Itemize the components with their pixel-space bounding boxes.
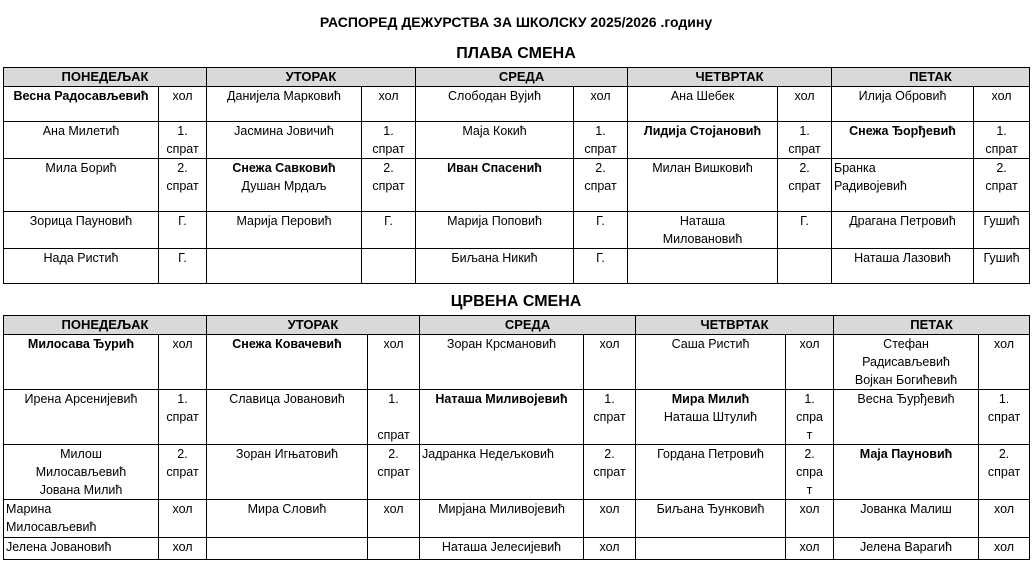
- person-name: Зорица Пауновић: [29, 214, 133, 228]
- duty-location-wednesday: [584, 445, 636, 500]
- duty-location-monday: [159, 249, 207, 284]
- table-row: [4, 390, 1030, 445]
- blue-shift-title: ПЛАВА СМЕНА: [456, 45, 576, 62]
- duty-person-thursday: [628, 87, 778, 122]
- person-name: Стефан: [883, 337, 929, 351]
- person-name: Марија Поповић: [447, 214, 542, 228]
- location-text: 1.: [383, 124, 394, 138]
- person-name: Слободан Вујић: [448, 89, 542, 103]
- location-text: хол: [172, 89, 193, 103]
- location-text: 1.: [996, 124, 1007, 138]
- day-header-monday: ПОНЕДЕЉАК: [4, 316, 207, 335]
- duty-person-tuesday: [207, 159, 362, 212]
- location-text: 2.: [383, 161, 394, 175]
- person-name: Радисављевић: [862, 355, 950, 369]
- person-name: Мирјана Миливојевић: [438, 502, 565, 516]
- location-text: спрат: [987, 465, 1021, 479]
- duty-person-monday: [4, 390, 159, 445]
- duty-person-tuesday: [207, 445, 368, 500]
- table-row: [4, 249, 1030, 284]
- person-name: Ана Шебек: [670, 89, 735, 103]
- location-text: спрат: [987, 410, 1021, 424]
- duty-person-friday: [834, 335, 979, 390]
- duty-location-monday: [159, 390, 207, 445]
- duty-person-wednesday: [420, 390, 584, 445]
- location-text: Г.: [596, 251, 605, 265]
- duty-location-wednesday: [584, 335, 636, 390]
- day-header-thursday: ЧЕТВРТАК: [628, 68, 832, 87]
- duty-location-thursday: [786, 500, 834, 538]
- location-text: 1.: [998, 392, 1010, 406]
- duty-person-friday: [834, 445, 979, 500]
- duty-location-friday: [974, 87, 1030, 122]
- duty-person-wednesday: [420, 335, 584, 390]
- day-header-wednesday: СРЕДА: [420, 316, 636, 335]
- table-row: [4, 335, 1030, 390]
- person-name: Марија Перовић: [236, 214, 332, 228]
- person-name: Славица Јовановић: [229, 392, 345, 406]
- location-text: хол: [794, 89, 815, 103]
- duty-location-thursday: [786, 390, 834, 445]
- duty-location-monday: [159, 335, 207, 390]
- location-text: хол: [799, 540, 820, 554]
- duty-location-friday: [979, 538, 1030, 560]
- duty-location-thursday: [786, 538, 834, 560]
- location-text: спрат: [788, 142, 821, 156]
- table-row: [4, 445, 1030, 500]
- duty-person-friday: [832, 87, 974, 122]
- duty-location-thursday: [778, 212, 832, 249]
- duty-location-monday: [159, 87, 207, 122]
- person-name: Јадранка Недељковић: [422, 447, 554, 461]
- location-text: спрат: [788, 179, 821, 193]
- duty-person-thursday: [636, 445, 786, 500]
- duty-location-tuesday: [368, 500, 420, 538]
- location-text: 2.: [595, 161, 606, 175]
- duty-person-monday: [4, 122, 159, 159]
- location-text: спрат: [166, 142, 199, 156]
- day-header-thursday: ЧЕТВРТАК: [636, 316, 834, 335]
- day-header-friday: ПЕТАК: [832, 68, 1030, 87]
- duty-person-wednesday: [416, 249, 574, 284]
- duty-person-monday: [4, 445, 159, 500]
- person-name: Зоран Крсмановић: [446, 337, 557, 351]
- person-name: Јована Милић: [39, 483, 123, 497]
- person-name: Гордана Петровић: [657, 447, 764, 461]
- duty-person-monday: [4, 538, 159, 560]
- location-text: хол: [383, 502, 404, 516]
- location-text: спрат: [166, 465, 199, 479]
- duty-location-wednesday: [584, 500, 636, 538]
- duty-location-monday: [159, 445, 207, 500]
- person-name: Наташа Миливојевић: [435, 392, 568, 406]
- location-text: хол: [991, 89, 1012, 103]
- person-name: Снежа Ђорђевић: [849, 124, 956, 138]
- document-title: РАСПОРЕД ДЕЖУРСТВА ЗА ШКОЛСКУ 2025/2026 .годину: [319, 14, 713, 30]
- duty-location-tuesday: [362, 87, 416, 122]
- location-text: хол: [993, 540, 1015, 554]
- person-name: Иван Спасенић: [447, 161, 542, 175]
- location-text: спрат: [377, 465, 410, 479]
- duty-location-wednesday: [574, 249, 628, 284]
- location-text: 2.: [604, 447, 615, 461]
- location-text: хол: [172, 540, 193, 554]
- duty-location-friday: [974, 249, 1030, 284]
- duty-location-monday: [159, 122, 207, 159]
- blue-shift-table: [3, 67, 1030, 284]
- duty-person-friday: [834, 500, 979, 538]
- person-name: Нада Ристић: [43, 251, 119, 265]
- duty-location-tuesday: [362, 249, 416, 284]
- location-text: спрат: [166, 179, 199, 193]
- person-name: Снежа Савковић: [232, 161, 336, 175]
- person-name: Војкан Богићевић: [854, 373, 958, 387]
- duty-location-wednesday: [584, 538, 636, 560]
- duty-location-tuesday: [368, 335, 420, 390]
- location-text: 2.: [804, 447, 815, 461]
- location-text: хол: [378, 89, 399, 103]
- duty-person-friday: [832, 249, 974, 284]
- red-shift-header-row: [4, 316, 1030, 335]
- duty-location-friday: [979, 445, 1030, 500]
- duty-person-thursday: [636, 500, 786, 538]
- person-name: Мира Словић: [247, 502, 327, 516]
- location-text: хол: [799, 337, 820, 351]
- duty-location-friday: [974, 159, 1030, 212]
- duty-location-wednesday: [574, 87, 628, 122]
- location-text: Г.: [178, 214, 187, 228]
- location-text: спрат: [593, 465, 626, 479]
- duty-person-wednesday: [420, 445, 584, 500]
- location-text: хол: [599, 337, 620, 351]
- location-text: 2.: [799, 161, 810, 175]
- duty-location-thursday: [786, 335, 834, 390]
- day-header-monday: ПОНЕДЕЉАК: [4, 68, 207, 87]
- duty-person-monday: [4, 335, 159, 390]
- person-name: Весна Радосављевић: [13, 89, 149, 103]
- location-text: спрат: [584, 142, 617, 156]
- duty-location-monday: [159, 212, 207, 249]
- duty-location-tuesday: [368, 538, 420, 560]
- person-name: Весна Ђурђевић: [857, 392, 955, 406]
- duty-person-tuesday: [207, 87, 362, 122]
- location-text: 2.: [998, 447, 1010, 461]
- duty-person-monday: [4, 249, 159, 284]
- duty-person-tuesday: [207, 122, 362, 159]
- duty-person-tuesday: [207, 212, 362, 249]
- person-name: Зоран Игњатовић: [235, 447, 339, 461]
- duty-person-wednesday: [416, 159, 574, 212]
- person-name: Саша Ристић: [671, 337, 750, 351]
- duty-location-thursday: [778, 249, 832, 284]
- duty-person-thursday: [636, 390, 786, 445]
- person-name: Мира Милић: [671, 392, 750, 406]
- location-text: хол: [172, 337, 193, 351]
- day-header-tuesday: УТОРАК: [207, 68, 416, 87]
- location-text: [370, 408, 417, 426]
- blue-shift-header-row: [4, 68, 1030, 87]
- location-text: т: [806, 428, 813, 442]
- location-text: спрат: [593, 410, 626, 424]
- person-name: Миловановић: [662, 232, 743, 246]
- location-text: спрат: [584, 179, 617, 193]
- duty-person-monday: [4, 212, 159, 249]
- table-row: [4, 122, 1030, 159]
- person-name: Драгана Петровић: [849, 214, 956, 228]
- duty-person-wednesday: [416, 212, 574, 249]
- duty-person-wednesday: [420, 500, 584, 538]
- duty-person-tuesday: [207, 538, 368, 560]
- location-text: спрат: [377, 428, 410, 442]
- person-name: Снежа Ковачевић: [232, 337, 342, 351]
- duty-location-friday: [974, 212, 1030, 249]
- duty-location-thursday: [778, 159, 832, 212]
- duty-location-thursday: [778, 87, 832, 122]
- day-header-tuesday: УТОРАК: [207, 316, 420, 335]
- location-text: 1.: [799, 124, 810, 138]
- location-text: спра: [796, 410, 823, 424]
- day-header-wednesday: СРЕДА: [416, 68, 628, 87]
- location-text: 2.: [388, 447, 399, 461]
- duty-person-friday: [832, 212, 974, 249]
- duty-location-tuesday: [362, 159, 416, 212]
- location-text: спрат: [166, 410, 199, 424]
- person-name: Ана Милетић: [42, 124, 120, 138]
- location-text: хол: [590, 89, 611, 103]
- location-text: 2.: [177, 447, 188, 461]
- location-text: Гушић: [983, 214, 1020, 228]
- person-name: Јасмина Јовичић: [234, 124, 334, 138]
- location-text: хол: [599, 540, 620, 554]
- person-name: Биљана Ђунковић: [656, 502, 765, 516]
- person-name: Милосављевић: [35, 465, 127, 479]
- table-row: [4, 159, 1030, 212]
- duty-person-tuesday: [207, 500, 368, 538]
- person-name: Јелена Варагић: [860, 540, 953, 554]
- person-name: Наташа Лазовић: [854, 251, 951, 265]
- location-text: 1.: [177, 392, 188, 406]
- duty-location-wednesday: [574, 122, 628, 159]
- duty-location-friday: [979, 500, 1030, 538]
- location-text: 1.: [388, 392, 399, 406]
- person-name: Бранка: [834, 161, 876, 175]
- person-name: Ирена Арсенијевић: [24, 392, 138, 406]
- location-text: 2.: [177, 161, 188, 175]
- person-name: Наташа Јелесијевић: [441, 540, 562, 554]
- location-text: 1.: [177, 124, 188, 138]
- location-text: 1.: [804, 392, 815, 406]
- duty-person-thursday: [628, 249, 778, 284]
- duty-location-monday: [159, 159, 207, 212]
- person-name: Илија Обровић: [858, 89, 947, 103]
- location-text: хол: [799, 502, 820, 516]
- duty-location-wednesday: [574, 159, 628, 212]
- person-name: Мила Борић: [45, 161, 117, 175]
- table-row: [4, 212, 1030, 249]
- duty-person-friday: [834, 538, 979, 560]
- red-shift-table: [3, 315, 1030, 560]
- duty-person-monday: [4, 159, 159, 212]
- person-name: Радивојевић: [834, 179, 907, 193]
- location-text: Г.: [384, 214, 393, 228]
- location-text: Г.: [178, 251, 187, 265]
- location-text: спрат: [985, 179, 1018, 193]
- duty-location-thursday: [786, 445, 834, 500]
- duty-location-tuesday: [368, 390, 420, 445]
- duty-location-tuesday: [368, 445, 420, 500]
- person-name: Биљана Никић: [451, 251, 538, 265]
- duty-person-tuesday: [207, 249, 362, 284]
- person-name: Милосављевић: [6, 520, 97, 534]
- duty-location-thursday: [778, 122, 832, 159]
- location-text: спрат: [372, 142, 405, 156]
- location-text: Г.: [596, 214, 605, 228]
- person-name: Марина: [6, 502, 52, 516]
- duty-person-friday: [834, 390, 979, 445]
- location-text: спра: [796, 465, 823, 479]
- person-name: Маја Пауновић: [859, 447, 953, 461]
- location-text: спрат: [985, 142, 1018, 156]
- duty-person-wednesday: [420, 538, 584, 560]
- duty-location-friday: [979, 335, 1030, 390]
- person-name: Маја Кокић: [462, 124, 527, 138]
- location-text: хол: [172, 502, 193, 516]
- table-row: [4, 500, 1030, 538]
- duty-person-thursday: [628, 122, 778, 159]
- person-name: Јелена Јовановић: [6, 540, 112, 554]
- duty-location-friday: [979, 390, 1030, 445]
- person-name: Данијела Марковић: [227, 89, 341, 103]
- location-text: Гушић: [983, 251, 1020, 265]
- duty-person-thursday: [636, 538, 786, 560]
- duty-person-thursday: [628, 159, 778, 212]
- location-text: Г.: [800, 214, 809, 228]
- duty-person-wednesday: [416, 87, 574, 122]
- person-name: Јованка Малиш: [860, 502, 952, 516]
- duty-person-tuesday: [207, 390, 368, 445]
- duty-person-thursday: [636, 335, 786, 390]
- duty-location-friday: [974, 122, 1030, 159]
- location-text: спрат: [372, 179, 405, 193]
- table-row: [4, 538, 1030, 560]
- location-text: 1.: [604, 392, 615, 406]
- person-name: Милосава Ђурић: [27, 337, 135, 351]
- duty-person-monday: [4, 87, 159, 122]
- person-name: Наташа Штулић: [663, 410, 758, 424]
- duty-person-monday: [4, 500, 159, 538]
- location-text: хол: [993, 502, 1015, 516]
- duty-location-monday: [159, 538, 207, 560]
- duty-person-wednesday: [416, 122, 574, 159]
- person-name: Милош: [60, 447, 102, 461]
- duty-location-tuesday: [362, 212, 416, 249]
- location-text: хол: [993, 337, 1015, 351]
- duty-location-monday: [159, 500, 207, 538]
- location-text: 2.: [996, 161, 1007, 175]
- table-row: [4, 87, 1030, 122]
- person-name: Лидија Стојановић: [643, 124, 762, 138]
- location-text: 1.: [595, 124, 606, 138]
- duty-location-tuesday: [362, 122, 416, 159]
- location-text: хол: [599, 502, 620, 516]
- person-name: Душан Мрдаљ: [241, 179, 327, 193]
- red-shift-title: ЦРВЕНА СМЕНА: [450, 293, 582, 310]
- duty-person-friday: [832, 122, 974, 159]
- duty-person-tuesday: [207, 335, 368, 390]
- duty-location-wednesday: [574, 212, 628, 249]
- duty-person-friday: [832, 159, 974, 212]
- duty-person-thursday: [628, 212, 778, 249]
- location-text: хол: [383, 337, 404, 351]
- person-name: Наташа: [679, 214, 726, 228]
- day-header-friday: ПЕТАК: [834, 316, 1030, 335]
- person-name: Милан Вишковић: [652, 161, 753, 175]
- duty-location-wednesday: [584, 390, 636, 445]
- location-text: т: [806, 483, 813, 497]
